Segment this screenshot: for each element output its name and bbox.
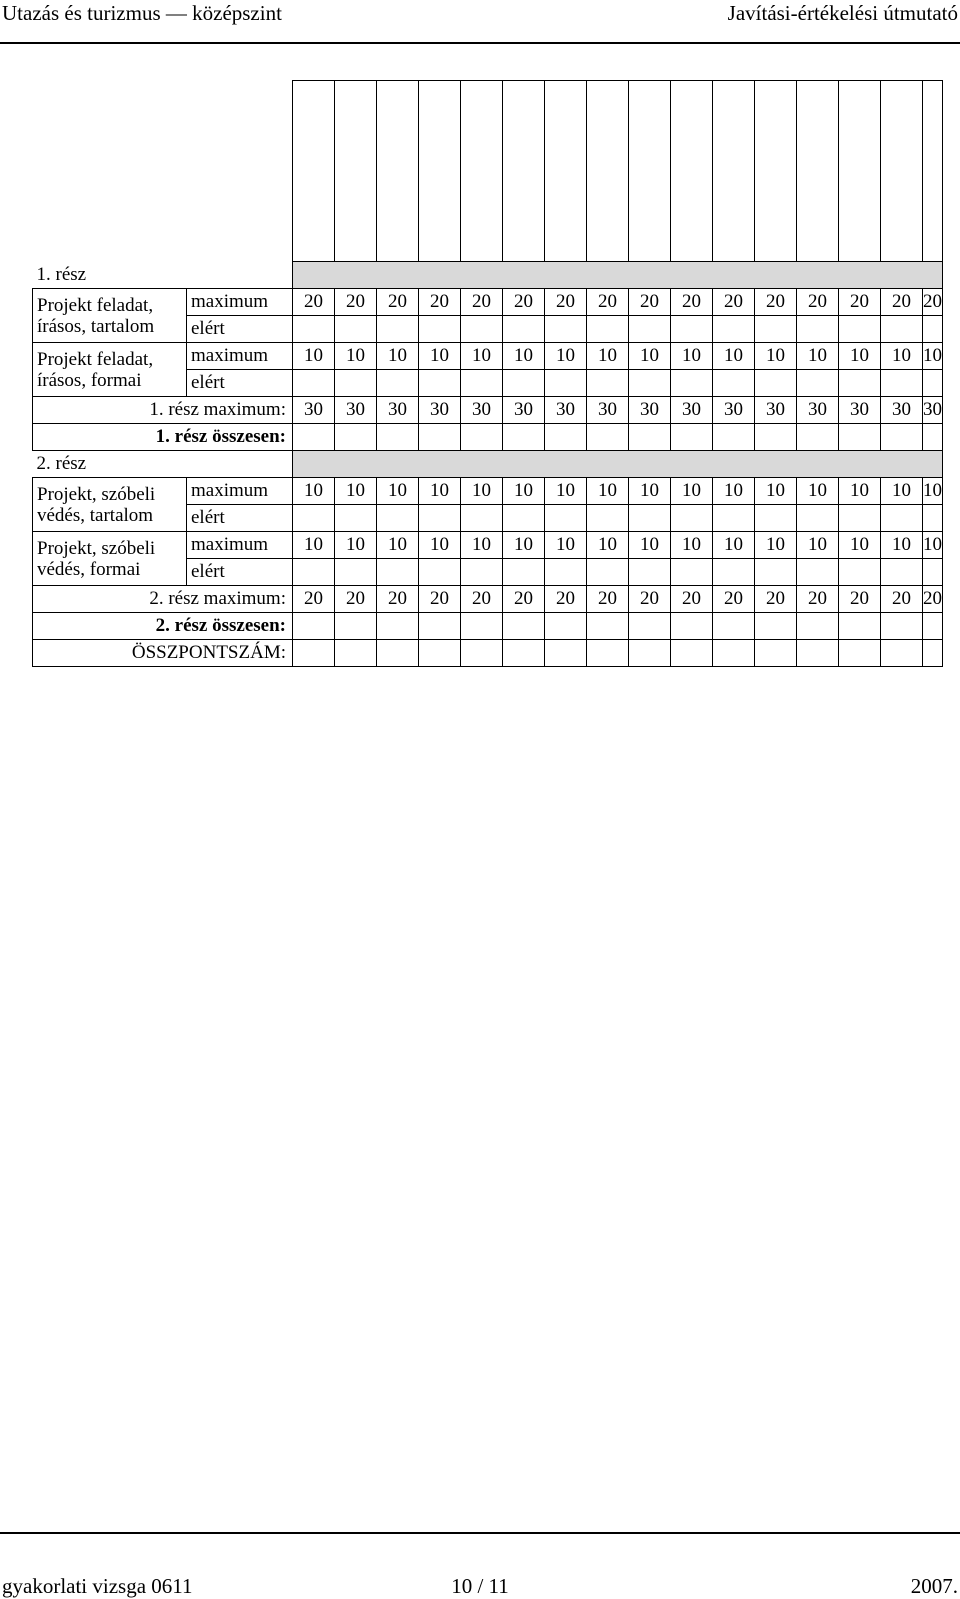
max-score-cell: 10 [629, 343, 671, 370]
part2-total-label: 2. rész összesen: [33, 613, 293, 640]
sum-max-cell: 30 [419, 397, 461, 424]
achieved-score-cell[interactable] [923, 316, 943, 343]
max-score-cell: 20 [629, 289, 671, 316]
part2-total-cell[interactable] [503, 613, 545, 640]
part1-row1-label: Projekt feladat, írásos, tartalom [33, 289, 187, 343]
name-header-cell [293, 81, 335, 262]
elert-label: elért [187, 559, 293, 586]
part2-total-cell[interactable] [713, 613, 755, 640]
achieved-score-cell[interactable] [419, 505, 461, 532]
sum-max-cell: 20 [839, 586, 881, 613]
spacer [33, 81, 293, 262]
achieved-score-cell[interactable] [713, 316, 755, 343]
max-score-cell: 10 [419, 478, 461, 505]
student-name-cell[interactable] [587, 81, 629, 262]
achieved-score-cell[interactable] [335, 505, 377, 532]
sum-max-cell: 20 [461, 586, 503, 613]
achieved-score-cell[interactable] [503, 559, 545, 586]
part1-row1-max: 20 [293, 289, 335, 316]
part1-total-cell[interactable] [713, 424, 755, 451]
part2-total-cell[interactable] [377, 613, 419, 640]
sum-max-cell: 20 [419, 586, 461, 613]
max-score-cell: 20 [797, 289, 839, 316]
achieved-score-cell[interactable] [713, 559, 755, 586]
student-name-cell[interactable] [671, 81, 713, 262]
achieved-score-cell[interactable] [545, 505, 587, 532]
max-score-cell: 10 [839, 478, 881, 505]
achieved-score-cell[interactable] [461, 316, 503, 343]
sum-max-cell: 30 [713, 397, 755, 424]
achieved-score-cell[interactable] [881, 559, 923, 586]
max-score-cell: 10 [461, 343, 503, 370]
max-score-cell: 10 [503, 343, 545, 370]
elert-label: elért [187, 505, 293, 532]
sum-max-cell: 30 [797, 397, 839, 424]
page-header [0, 0, 960, 44]
max-score-cell: 10 [587, 532, 629, 559]
achieved-score-cell[interactable] [419, 316, 461, 343]
part2-row2-label: Projekt, szóbeli védés, formai [33, 532, 187, 586]
part2-total-cell[interactable] [797, 613, 839, 640]
grand-total-cell[interactable] [839, 640, 881, 667]
part2-max-label: 2. rész maximum: [33, 586, 293, 613]
sum-max-cell: 30 [335, 397, 377, 424]
sum-max-cell: 30 [503, 397, 545, 424]
sum-max-cell: 20 [545, 586, 587, 613]
sum-max-cell: 30 [923, 397, 943, 424]
achieved-score-cell[interactable] [881, 505, 923, 532]
achieved-score-cell[interactable] [797, 559, 839, 586]
sum-max-cell: 30 [587, 397, 629, 424]
max-score-cell: 10 [713, 532, 755, 559]
achieved-score-cell[interactable] [377, 370, 419, 397]
student-name-cell[interactable] [881, 81, 923, 262]
part2-total-cell[interactable] [629, 613, 671, 640]
grand-total-cell[interactable] [503, 640, 545, 667]
achieved-score-cell[interactable] [839, 559, 881, 586]
part1-total-cell[interactable] [419, 424, 461, 451]
sum-max-cell: 20 [587, 586, 629, 613]
part1-gray-band [293, 262, 943, 289]
max-score-cell: 20 [461, 289, 503, 316]
maximum-label: maximum [187, 532, 293, 559]
part2-total-cell[interactable] [419, 613, 461, 640]
part1-title: 1. rész [36, 263, 87, 285]
achieved-score-cell[interactable] [293, 316, 335, 343]
achieved-score-cell[interactable] [335, 559, 377, 586]
part1-total-cell[interactable] [839, 424, 881, 451]
achieved-score-cell[interactable] [713, 505, 755, 532]
max-score-cell: 10 [629, 532, 671, 559]
grand-total-cell[interactable] [293, 640, 335, 667]
max-score-cell: 20 [335, 289, 377, 316]
max-score-cell: 10 [671, 532, 713, 559]
achieved-score-cell[interactable] [671, 559, 713, 586]
grand-total-cell[interactable] [335, 640, 377, 667]
sum-max-cell: 30 [461, 397, 503, 424]
achieved-score-cell[interactable] [587, 316, 629, 343]
sum-max-cell: 20 [713, 586, 755, 613]
achieved-score-cell[interactable] [629, 316, 671, 343]
achieved-score-cell[interactable] [293, 505, 335, 532]
max-score-cell: 10 [629, 478, 671, 505]
max-score-cell: 10 [671, 478, 713, 505]
max-score-cell: 10 [545, 478, 587, 505]
max-score-cell: 10 [923, 532, 943, 559]
grand-total-label: ÖSSZPONTSZÁM: [33, 640, 293, 667]
max-score-cell: 10 [671, 343, 713, 370]
student-name-cell[interactable] [545, 81, 587, 262]
sum-max-cell: 20 [377, 586, 419, 613]
max-score-cell: 10 [377, 532, 419, 559]
part1-total-cell[interactable] [377, 424, 419, 451]
student-name-cell[interactable] [377, 81, 419, 262]
max-score-cell: 10 [755, 343, 797, 370]
achieved-score-cell[interactable] [335, 370, 377, 397]
part2-total-cell[interactable] [755, 613, 797, 640]
achieved-score-cell[interactable] [881, 316, 923, 343]
sum-max-cell: 30 [755, 397, 797, 424]
achieved-score-cell[interactable] [755, 559, 797, 586]
maximum-label: maximum [187, 478, 293, 505]
part1-total-cell[interactable] [755, 424, 797, 451]
part2-total-cell[interactable] [839, 613, 881, 640]
footer-year: 2007. [910, 1574, 958, 1598]
footer-exam: gyakorlati vizsga 0611 [2, 1574, 193, 1598]
achieved-score-cell[interactable] [377, 316, 419, 343]
student-name-cell[interactable] [713, 81, 755, 262]
achieved-score-cell[interactable] [461, 505, 503, 532]
max-score-cell: 10 [503, 532, 545, 559]
max-score-cell: 10 [335, 343, 377, 370]
achieved-score-cell[interactable] [377, 505, 419, 532]
achieved-score-cell[interactable] [587, 370, 629, 397]
achieved-score-cell[interactable] [671, 370, 713, 397]
max-score-cell: 10 [755, 478, 797, 505]
achieved-score-cell[interactable] [461, 370, 503, 397]
achieved-score-cell[interactable] [377, 559, 419, 586]
score-table [32, 80, 943, 667]
max-score-cell: 20 [839, 289, 881, 316]
max-score-cell: 10 [881, 343, 923, 370]
part2-sum-max: 20 [293, 586, 335, 613]
part2-row2-max: 10 [293, 532, 335, 559]
max-score-cell: 20 [923, 289, 943, 316]
achieved-score-cell[interactable] [587, 505, 629, 532]
sum-max-cell: 20 [671, 586, 713, 613]
student-name-cell[interactable] [797, 81, 839, 262]
part1-total-cell[interactable] [461, 424, 503, 451]
max-score-cell: 10 [377, 343, 419, 370]
achieved-score-cell[interactable] [671, 316, 713, 343]
student-name-cell[interactable] [839, 81, 881, 262]
achieved-score-cell[interactable] [713, 370, 755, 397]
student-name-cell[interactable] [461, 81, 503, 262]
max-score-cell: 10 [797, 343, 839, 370]
sum-max-cell: 30 [545, 397, 587, 424]
student-name-cell[interactable] [419, 81, 461, 262]
max-score-cell: 10 [881, 478, 923, 505]
achieved-score-cell[interactable] [839, 370, 881, 397]
part1-total-label: 1. rész összesen: [33, 424, 293, 451]
part1-total-cell[interactable] [797, 424, 839, 451]
max-score-cell: 20 [545, 289, 587, 316]
max-score-cell: 10 [713, 343, 755, 370]
max-score-cell: 20 [587, 289, 629, 316]
achieved-score-cell[interactable] [671, 505, 713, 532]
grand-total-cell[interactable] [419, 640, 461, 667]
achieved-score-cell[interactable] [755, 370, 797, 397]
max-score-cell: 10 [461, 478, 503, 505]
achieved-score-cell[interactable] [545, 316, 587, 343]
student-name-cell[interactable] [755, 81, 797, 262]
max-score-cell: 10 [797, 478, 839, 505]
achieved-score-cell[interactable] [797, 505, 839, 532]
sum-max-cell: 30 [671, 397, 713, 424]
part2-total-cell[interactable] [671, 613, 713, 640]
max-score-cell: 10 [587, 343, 629, 370]
page-footer [0, 1532, 960, 1598]
part2-gray-band [293, 451, 943, 478]
max-score-cell: 20 [377, 289, 419, 316]
achieved-score-cell[interactable] [503, 370, 545, 397]
student-name-cell[interactable] [335, 81, 377, 262]
max-score-cell: 10 [713, 478, 755, 505]
achieved-score-cell[interactable] [629, 505, 671, 532]
achieved-score-cell[interactable] [419, 559, 461, 586]
achieved-score-cell[interactable] [545, 559, 587, 586]
max-score-cell: 10 [881, 532, 923, 559]
sum-max-cell: 20 [797, 586, 839, 613]
part1-max-label: 1. rész maximum: [33, 397, 293, 424]
grand-total-cell[interactable] [671, 640, 713, 667]
student-name-cell[interactable] [923, 81, 943, 262]
grand-total-cell[interactable] [545, 640, 587, 667]
part1-total-cell[interactable] [545, 424, 587, 451]
grand-total-cell[interactable] [377, 640, 419, 667]
max-score-cell: 10 [545, 343, 587, 370]
sum-max-cell: 20 [335, 586, 377, 613]
grand-total-cell[interactable] [587, 640, 629, 667]
max-score-cell: 10 [923, 478, 943, 505]
achieved-score-cell[interactable] [293, 370, 335, 397]
part1-total-cell[interactable] [293, 424, 335, 451]
sum-max-cell: 30 [839, 397, 881, 424]
achieved-score-cell[interactable] [293, 559, 335, 586]
achieved-score-cell[interactable] [419, 370, 461, 397]
sum-max-cell: 20 [755, 586, 797, 613]
student-name-cell[interactable] [629, 81, 671, 262]
header-subject: Utazás és turizmus — középszint [2, 1, 282, 25]
max-score-cell: 10 [587, 478, 629, 505]
maximum-label: maximum [187, 289, 293, 316]
achieved-score-cell[interactable] [923, 559, 943, 586]
max-score-cell: 10 [461, 532, 503, 559]
part2-row1-label: Projekt, szóbeli védés, tartalom [33, 478, 187, 532]
footer-page-number: 10 / 11 [451, 1574, 509, 1598]
part2-total-cell[interactable] [545, 613, 587, 640]
achieved-score-cell[interactable] [881, 370, 923, 397]
sum-max-cell: 30 [377, 397, 419, 424]
part1-row2-max: 10 [293, 343, 335, 370]
achieved-score-cell[interactable] [839, 316, 881, 343]
elert-label: elért [187, 316, 293, 343]
part2-title: 2. rész [36, 453, 87, 474]
part1-total-cell[interactable] [587, 424, 629, 451]
grand-total-cell[interactable] [923, 640, 943, 667]
achieved-score-cell[interactable] [923, 370, 943, 397]
achieved-score-cell[interactable] [335, 316, 377, 343]
max-score-cell: 10 [839, 343, 881, 370]
part1-total-cell[interactable] [503, 424, 545, 451]
max-score-cell: 20 [419, 289, 461, 316]
part1-sum-max: 30 [293, 397, 335, 424]
grand-total-cell[interactable] [629, 640, 671, 667]
sum-max-cell: 20 [503, 586, 545, 613]
part1-total-cell[interactable] [629, 424, 671, 451]
sum-max-cell: 30 [629, 397, 671, 424]
part1-total-cell[interactable] [671, 424, 713, 451]
part2-total-cell[interactable] [881, 613, 923, 640]
achieved-score-cell[interactable] [923, 505, 943, 532]
part2-row1-max: 10 [293, 478, 335, 505]
part2-total-cell[interactable] [923, 613, 943, 640]
max-score-cell: 20 [503, 289, 545, 316]
maximum-label: maximum [187, 343, 293, 370]
max-score-cell: 10 [419, 532, 461, 559]
achieved-score-cell[interactable] [629, 559, 671, 586]
student-name-cell[interactable] [503, 81, 545, 262]
sum-max-cell: 20 [923, 586, 943, 613]
grand-total-cell[interactable] [461, 640, 503, 667]
achieved-score-cell[interactable] [587, 559, 629, 586]
grand-total-cell[interactable] [797, 640, 839, 667]
grand-total-cell[interactable] [713, 640, 755, 667]
max-score-cell: 10 [545, 532, 587, 559]
achieved-score-cell[interactable] [545, 370, 587, 397]
achieved-score-cell[interactable] [755, 505, 797, 532]
achieved-score-cell[interactable] [755, 316, 797, 343]
achieved-score-cell[interactable] [839, 505, 881, 532]
sum-max-cell: 20 [881, 586, 923, 613]
achieved-score-cell[interactable] [629, 370, 671, 397]
achieved-score-cell[interactable] [461, 559, 503, 586]
max-score-cell: 10 [335, 532, 377, 559]
part2-total-cell[interactable] [461, 613, 503, 640]
sum-max-cell: 30 [881, 397, 923, 424]
max-score-cell: 10 [923, 343, 943, 370]
max-score-cell: 10 [377, 478, 419, 505]
max-score-cell: 10 [419, 343, 461, 370]
max-score-cell: 20 [713, 289, 755, 316]
grand-total-cell[interactable] [881, 640, 923, 667]
sum-max-cell: 20 [629, 586, 671, 613]
header-doc-type: Javítási-értékelési útmutató [727, 1, 958, 25]
max-score-cell: 10 [797, 532, 839, 559]
achieved-score-cell[interactable] [797, 316, 839, 343]
achieved-score-cell[interactable] [797, 370, 839, 397]
achieved-score-cell[interactable] [503, 505, 545, 532]
max-score-cell: 20 [671, 289, 713, 316]
max-score-cell: 20 [755, 289, 797, 316]
part1-total-cell[interactable] [881, 424, 923, 451]
part1-row2-label: Projekt feladat, írásos, formai [33, 343, 187, 397]
part2-total-cell[interactable] [335, 613, 377, 640]
part1-total-cell[interactable] [923, 424, 943, 451]
part2-total-cell[interactable] [293, 613, 335, 640]
achieved-score-cell[interactable] [503, 316, 545, 343]
part1-total-cell[interactable] [335, 424, 377, 451]
max-score-cell: 10 [839, 532, 881, 559]
max-score-cell: 20 [881, 289, 923, 316]
elert-label: elért [187, 370, 293, 397]
max-score-cell: 10 [503, 478, 545, 505]
part2-total-cell[interactable] [587, 613, 629, 640]
max-score-cell: 10 [755, 532, 797, 559]
max-score-cell: 10 [335, 478, 377, 505]
grand-total-cell[interactable] [755, 640, 797, 667]
